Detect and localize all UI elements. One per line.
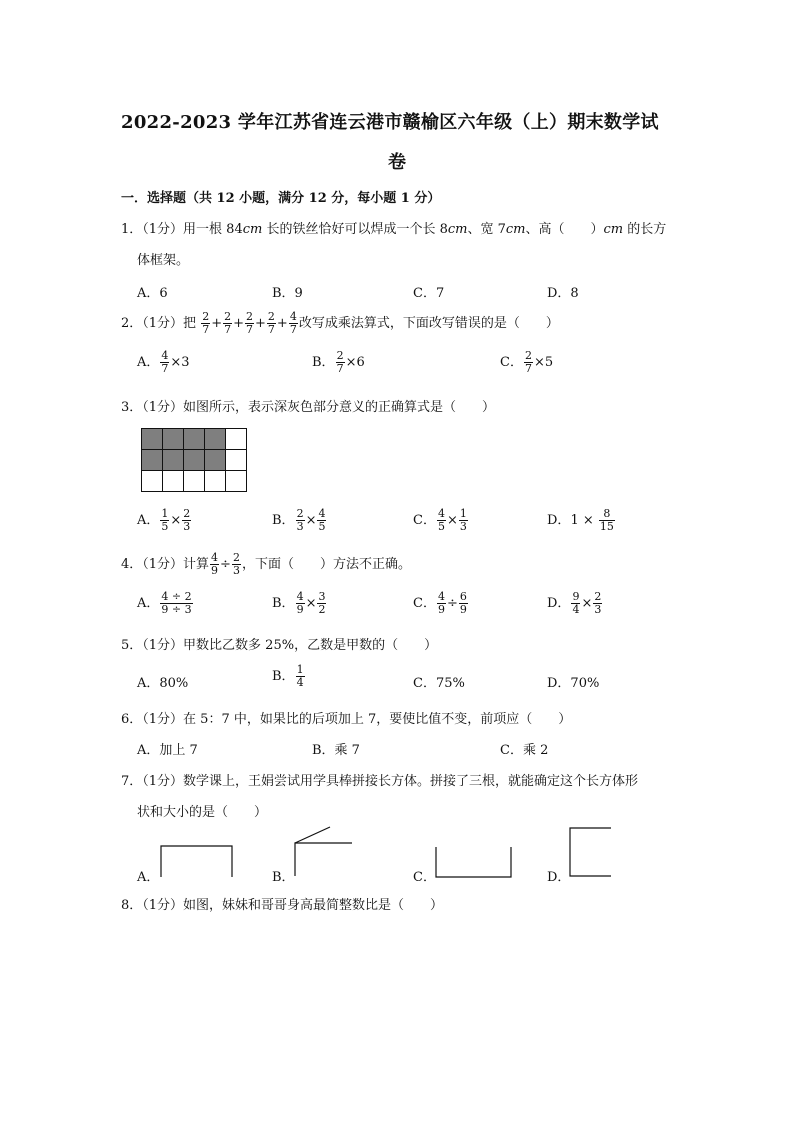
option-label: B． — [312, 355, 335, 370]
grid-cell — [163, 471, 184, 492]
denominator: 4 — [296, 676, 304, 689]
numerator: 9 — [572, 590, 580, 603]
times-sign: × — [446, 513, 458, 528]
question-2 — [121, 311, 559, 336]
fraction — [599, 508, 615, 533]
q6-option-c[interactable]: C．乘 2 — [500, 743, 549, 758]
numerator: 2 — [524, 349, 532, 362]
q7-figure-c — [435, 846, 513, 880]
fraction — [289, 311, 298, 336]
q3-option-b[interactable] — [272, 508, 327, 533]
denominator: 3 — [232, 564, 240, 577]
stick-shape-b — [295, 843, 352, 876]
fraction — [210, 552, 219, 577]
denominator: 7 — [161, 362, 169, 375]
denominator: 7 — [289, 323, 297, 336]
times-sign: × — [581, 596, 593, 611]
denominator: 9 — [211, 564, 219, 577]
q5-option-c[interactable]: C．75% — [413, 676, 465, 691]
option-rest: ×5 — [533, 355, 554, 370]
denominator: 9 — [296, 603, 304, 616]
page-title-line1: 2022-2023 学年江苏省连云港市赣榆区六年级（上）期末数学试 — [121, 112, 659, 133]
numerator: 1 — [459, 507, 467, 520]
numerator: 2 — [246, 310, 253, 323]
numerator: 6 — [459, 590, 467, 603]
q1-text-e: 的长方 — [623, 222, 667, 237]
fraction — [524, 350, 533, 375]
numerator: 3 — [318, 590, 326, 603]
q7-option-a[interactable]: A． — [137, 870, 160, 885]
numerator: 2 — [224, 310, 232, 323]
q3-option-d[interactable] — [547, 508, 616, 533]
q4-option-b[interactable] — [272, 591, 327, 616]
grid-cell — [226, 471, 247, 492]
option-label: A． — [137, 513, 160, 528]
question-1-line2: 体框架。 — [137, 253, 190, 268]
q2-option-a[interactable] — [137, 350, 190, 375]
denominator: 3 — [296, 520, 304, 533]
numerator: 2 — [232, 551, 240, 564]
denominator: 4 — [572, 603, 580, 616]
fraction — [223, 311, 232, 336]
grid-cell — [226, 429, 247, 450]
question-8: 8．（1分）如图，妹妹和哥哥身高最简整数比是（ ） — [121, 898, 444, 913]
q3-option-c[interactable] — [413, 508, 469, 533]
fraction — [317, 591, 326, 616]
grid-cell-shaded — [205, 450, 226, 471]
denominator: 7 — [336, 362, 344, 375]
grid-cell-shaded — [163, 450, 184, 471]
stick-shape-c — [436, 847, 511, 877]
grid-cell-shaded — [142, 450, 163, 471]
numerator: 2 — [594, 590, 602, 603]
option-label: B． — [272, 596, 295, 611]
fraction — [571, 591, 580, 616]
numerator: 4 — [437, 590, 445, 603]
option-label: D． — [547, 513, 571, 528]
plus-sign: + — [233, 316, 244, 331]
denominator: 9 — [437, 603, 445, 616]
fraction — [317, 508, 326, 533]
q4-suffix: ，下面（ ）方法不正确。 — [241, 557, 411, 572]
q7-option-c[interactable]: C． — [413, 870, 436, 885]
fraction — [267, 311, 276, 336]
denominator: 9 ÷ 3 — [161, 603, 192, 616]
q1-unit: cm — [447, 222, 468, 237]
q1-unit: cm — [242, 222, 263, 237]
question-5: 5．（1分）甲数比乙数多 25%，乙数是甲数的（ ） — [121, 638, 438, 653]
q7-figure-d — [569, 827, 613, 879]
denominator: 7 — [202, 323, 210, 336]
q7-figure-b — [294, 826, 356, 878]
numerator: 2 — [296, 507, 304, 520]
q4-option-d[interactable] — [547, 591, 603, 616]
q1-option-b[interactable]: B．9 — [272, 286, 303, 301]
divide-sign: ÷ — [446, 596, 458, 611]
q1-unit: cm — [603, 222, 624, 237]
option-label: C． — [413, 596, 436, 611]
q7-option-d[interactable]: D． — [547, 870, 571, 885]
denominator: 3 — [183, 520, 191, 533]
fraction — [160, 350, 169, 375]
option-label: D． — [547, 596, 571, 611]
option-label: A． — [137, 596, 160, 611]
option-rest: 1 × — [570, 513, 598, 528]
q1-unit: cm — [505, 222, 526, 237]
grid-cell — [205, 471, 226, 492]
times-sign: × — [170, 513, 182, 528]
denominator: 7 — [267, 323, 275, 336]
denominator: 7 — [524, 362, 532, 375]
denominator: 5 — [161, 520, 169, 533]
fraction — [296, 508, 305, 533]
q7-option-b[interactable]: B． — [272, 870, 295, 885]
denominator: 9 — [459, 603, 467, 616]
grid-cell — [226, 450, 247, 471]
denominator: 15 — [599, 520, 614, 533]
q1-option-a[interactable]: A．6 — [137, 286, 168, 301]
option-label: A． — [137, 355, 160, 370]
fraction — [296, 591, 305, 616]
q6-option-b[interactable]: B．乘 7 — [312, 743, 360, 758]
numerator: 2 — [267, 310, 275, 323]
fraction — [459, 508, 468, 533]
fraction — [160, 591, 192, 616]
times-sign: × — [305, 513, 317, 528]
q3-option-a[interactable] — [137, 508, 192, 533]
numerator: 2 — [183, 507, 191, 520]
numerator: 1 — [161, 507, 169, 520]
option-label: C． — [500, 355, 523, 370]
q2-option-c[interactable] — [500, 350, 553, 375]
q1-text-d: 、高（ ） — [525, 222, 604, 237]
grid-cell — [142, 471, 163, 492]
denominator: 5 — [437, 520, 445, 533]
q7-figure-a — [160, 844, 234, 880]
q5-option-a[interactable]: A．80% — [137, 676, 189, 691]
denominator: 3 — [594, 603, 602, 616]
numerator: 4 — [289, 310, 297, 323]
numerator: 1 — [296, 663, 304, 676]
q1-option-d[interactable]: D．8 — [547, 286, 579, 301]
option-label: C． — [413, 513, 436, 528]
fraction — [459, 591, 468, 616]
numerator: 4 — [437, 507, 445, 520]
option-label: B． — [272, 513, 295, 528]
q5-option-b[interactable] — [272, 664, 306, 689]
fraction — [201, 311, 210, 336]
stick-shape-d — [570, 828, 611, 876]
denominator: 5 — [318, 520, 326, 533]
fraction — [296, 664, 305, 689]
grid-cell-shaded — [205, 429, 226, 450]
grid-cell-shaded — [163, 429, 184, 450]
fraction — [232, 552, 241, 577]
fraction — [160, 508, 169, 533]
shaded-grid-figure — [141, 428, 247, 492]
denominator: 2 — [318, 603, 326, 616]
divide-sign: ÷ — [220, 557, 231, 572]
fraction — [182, 508, 191, 533]
numerator: 2 — [336, 349, 344, 362]
option-rest: ×6 — [345, 355, 365, 370]
q2-suffix: 改写成乘法算式，下面改写错误的是（ ） — [298, 316, 559, 331]
denominator: 7 — [224, 323, 232, 336]
fraction — [336, 350, 345, 375]
denominator: 7 — [246, 323, 253, 336]
numerator: 2 — [202, 310, 210, 323]
question-7-line1: 7．（1分）数学课上，王娟尝试用学具棒拼接长方体。拼接了三根，就能确定这个长方体形 — [121, 774, 639, 789]
numerator: 4 — [161, 349, 169, 362]
fraction — [593, 591, 602, 616]
q1-text-c: 、宽 7 — [467, 222, 506, 237]
stick-shape-a — [161, 846, 232, 877]
option-rest: ×3 — [170, 355, 190, 370]
fraction — [437, 591, 446, 616]
q6-option-a[interactable]: A．加上 7 — [137, 743, 198, 758]
fraction — [437, 508, 446, 533]
times-sign: × — [305, 596, 317, 611]
q4-prefix: 4．（1分）计算 — [121, 557, 210, 572]
q2-option-b[interactable] — [312, 350, 365, 375]
numerator: 4 — [211, 551, 219, 564]
stick-diagonal — [295, 827, 330, 843]
question-7-line2: 状和大小的是（ ） — [137, 805, 268, 820]
question-6: 6．（1分）在 5：7 中，如果比的后项加上 7，要使比值不变，前项应（ ） — [121, 712, 572, 727]
plus-sign: + — [211, 316, 223, 331]
q1-option-c[interactable]: C．7 — [413, 286, 445, 301]
option-label: B． — [272, 669, 295, 684]
q1-text-b: 长的铁丝恰好可以焊成一个长 8 — [262, 222, 448, 237]
question-3: 3．（1分）如图所示，表示深灰色部分意义的正确算式是（ ） — [121, 400, 496, 415]
question-4 — [121, 552, 411, 577]
plus-sign: + — [255, 316, 266, 331]
numerator: 8 — [603, 507, 611, 520]
q1-text-a: 1．（1分）用一根 84 — [121, 222, 243, 237]
q4-option-a[interactable] — [137, 591, 194, 616]
section-heading: 一．选择题（共 12 小题，满分 12 分，每小题 1 分） — [121, 191, 441, 206]
numerator: 4 — [318, 507, 326, 520]
numerator: 4 ÷ 2 — [161, 590, 192, 603]
question-1-line1 — [121, 218, 666, 237]
q2-prefix: 2．（1分）把 — [121, 316, 197, 331]
grid-cell-shaded — [184, 429, 205, 450]
page-title-line2: 卷 — [388, 152, 407, 173]
q5-option-d[interactable]: D．70% — [547, 676, 600, 691]
grid-cell-shaded — [184, 450, 205, 471]
grid-cell-shaded — [142, 429, 163, 450]
plus-sign: + — [276, 316, 288, 331]
grid-cell — [184, 471, 205, 492]
q4-option-c[interactable] — [413, 591, 469, 616]
fraction — [245, 311, 254, 336]
numerator: 4 — [296, 590, 304, 603]
denominator: 3 — [459, 520, 467, 533]
